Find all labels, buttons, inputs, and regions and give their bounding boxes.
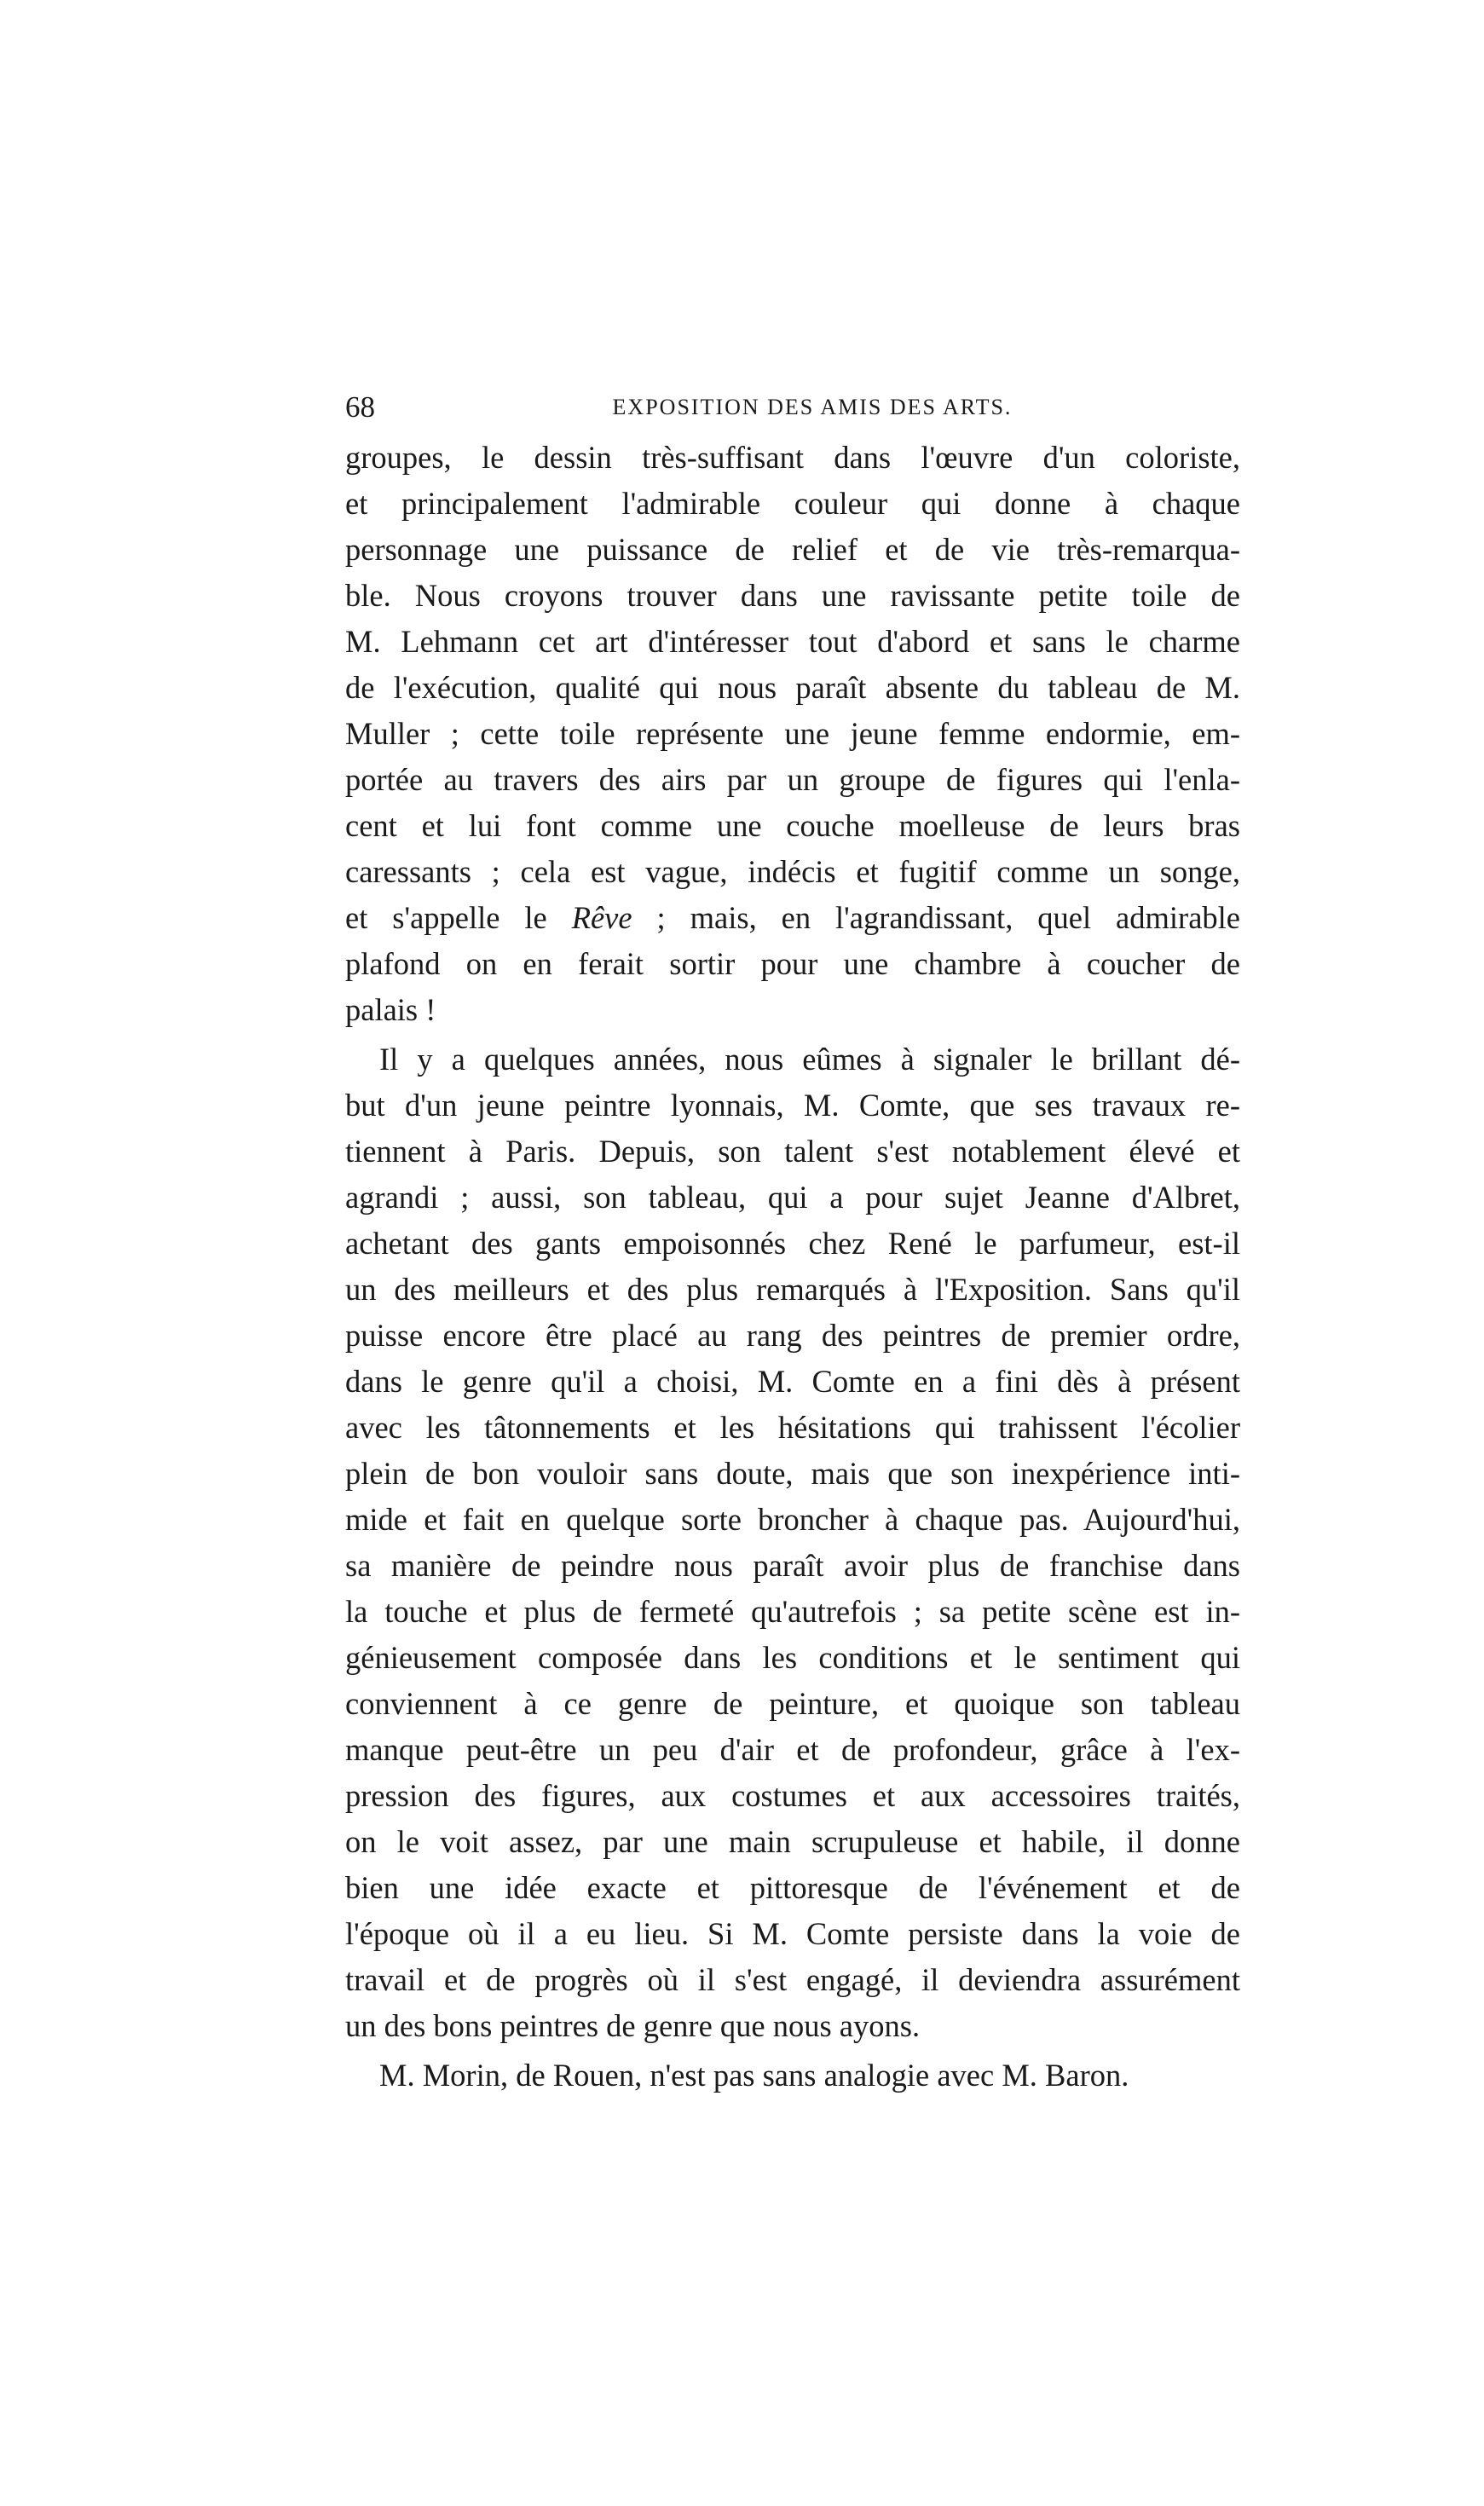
- text-line: Muller ; cette toile représente une jeune femme endormie, em-: [345, 716, 1240, 751]
- text-line: travail et de progrès où il s'est engagé, il deviendra assurément: [345, 1962, 1240, 1997]
- text-line: mide et fait en quelque sorte broncher à chaque pas. Aujourd'hui,: [345, 1502, 1240, 1537]
- text-line: plafond on en ferait sortir pour une chambre à coucher de: [345, 946, 1240, 981]
- text-line: Il y a quelques années, nous eûmes à signaler le brillant dé-: [379, 1042, 1240, 1077]
- text-line: tiennent à Paris. Depuis, son talent s'est notablement élevé et: [345, 1134, 1240, 1169]
- text-line: de l'exécution, qualité qui nous paraît absente du tableau de M.: [345, 670, 1240, 705]
- running-title: EXPOSITION DES AMIS DES ARTS.: [612, 395, 1013, 419]
- text-line: achetant des gants empoisonnés chez René le parfumeur, est-il: [345, 1226, 1240, 1261]
- text-line: sa manière de peindre nous paraît avoir plus de franchise dans: [345, 1548, 1240, 1583]
- text-line: but d'un jeune peintre lyonnais, M. Comte, que ses travaux re-: [345, 1088, 1240, 1123]
- text-line: plein de bon vouloir sans doute, mais que son inexpérience inti-: [345, 1456, 1240, 1491]
- text-line: la touche et plus de fermeté qu'autrefois ; sa petite scène est in-: [345, 1594, 1240, 1629]
- text-line: avec les tâtonnements et les hésitations qui trahissent l'écolier: [345, 1410, 1240, 1445]
- page-header: [345, 382, 1240, 433]
- text-line: puisse encore être placé au rang des peintres de premier ordre,: [345, 1318, 1240, 1353]
- text-line: caressants ; cela est vague, indécis et fugitif comme un songe,: [345, 854, 1240, 889]
- paragraph-3: [345, 2053, 1240, 2099]
- text-line: M. Morin, de Rouen, n'est pas sans analogie avec M. Baron.: [379, 2058, 1129, 2093]
- text-line: cent et lui font comme une couche moelleuse de leurs bras: [345, 808, 1240, 843]
- text-line: un des meilleurs et des plus remarqués à l'Exposition. Sans qu'il: [345, 1272, 1240, 1307]
- text-line: bien une idée exacte et pittoresque de l'événement et de: [345, 1870, 1240, 1905]
- text-line: M. Lehmann cet art d'intéresser tout d'abord et sans le charme: [345, 624, 1240, 659]
- body-text: [345, 435, 1240, 2099]
- text-line: portée au travers des airs par un groupe de figures qui l'enla-: [345, 762, 1240, 797]
- text-line: manque peut-être un peu d'air et de profondeur, grâce à l'ex-: [345, 1732, 1240, 1767]
- text-line: et s'appelle le Rêve ; mais, en l'agrandissant, quel admirable: [345, 900, 1240, 935]
- text-line: palais !: [345, 992, 436, 1027]
- page-number: 68: [345, 390, 375, 424]
- text-line: pression des figures, aux costumes et aux accessoires traités,: [345, 1778, 1240, 1813]
- text-line: et principalement l'admirable couleur qui donne à chaque: [345, 486, 1240, 521]
- text-line: dans le genre qu'il a choisi, M. Comte en a fini dès à présent: [345, 1364, 1240, 1399]
- text-line: un des bons peintres de genre que nous ayons.: [345, 2008, 921, 2043]
- text-line: on le voit assez, par une main scrupuleuse et habile, il donne: [345, 1824, 1240, 1859]
- text-line: conviennent à ce genre de peinture, et quoique son tableau: [345, 1686, 1240, 1721]
- paragraph-2: [345, 1036, 1240, 2049]
- italic-title: Rêve: [571, 900, 632, 935]
- text-line: génieusement composée dans les conditions et le sentiment qui: [345, 1640, 1240, 1675]
- paragraph-1: [345, 435, 1240, 1033]
- text-line: personnage une puissance de relief et de vie très-remarqua-: [345, 532, 1240, 567]
- text-line: l'époque où il a eu lieu. Si M. Comte persiste dans la voie de: [345, 1916, 1240, 1951]
- text-line: agrandi ; aussi, son tableau, qui a pour sujet Jeanne d'Albret,: [345, 1180, 1240, 1215]
- text-line: ble. Nous croyons trouver dans une ravissante petite toile de: [345, 578, 1240, 613]
- text-line: groupes, le dessin très-suffisant dans l'œuvre d'un coloriste,: [345, 440, 1240, 475]
